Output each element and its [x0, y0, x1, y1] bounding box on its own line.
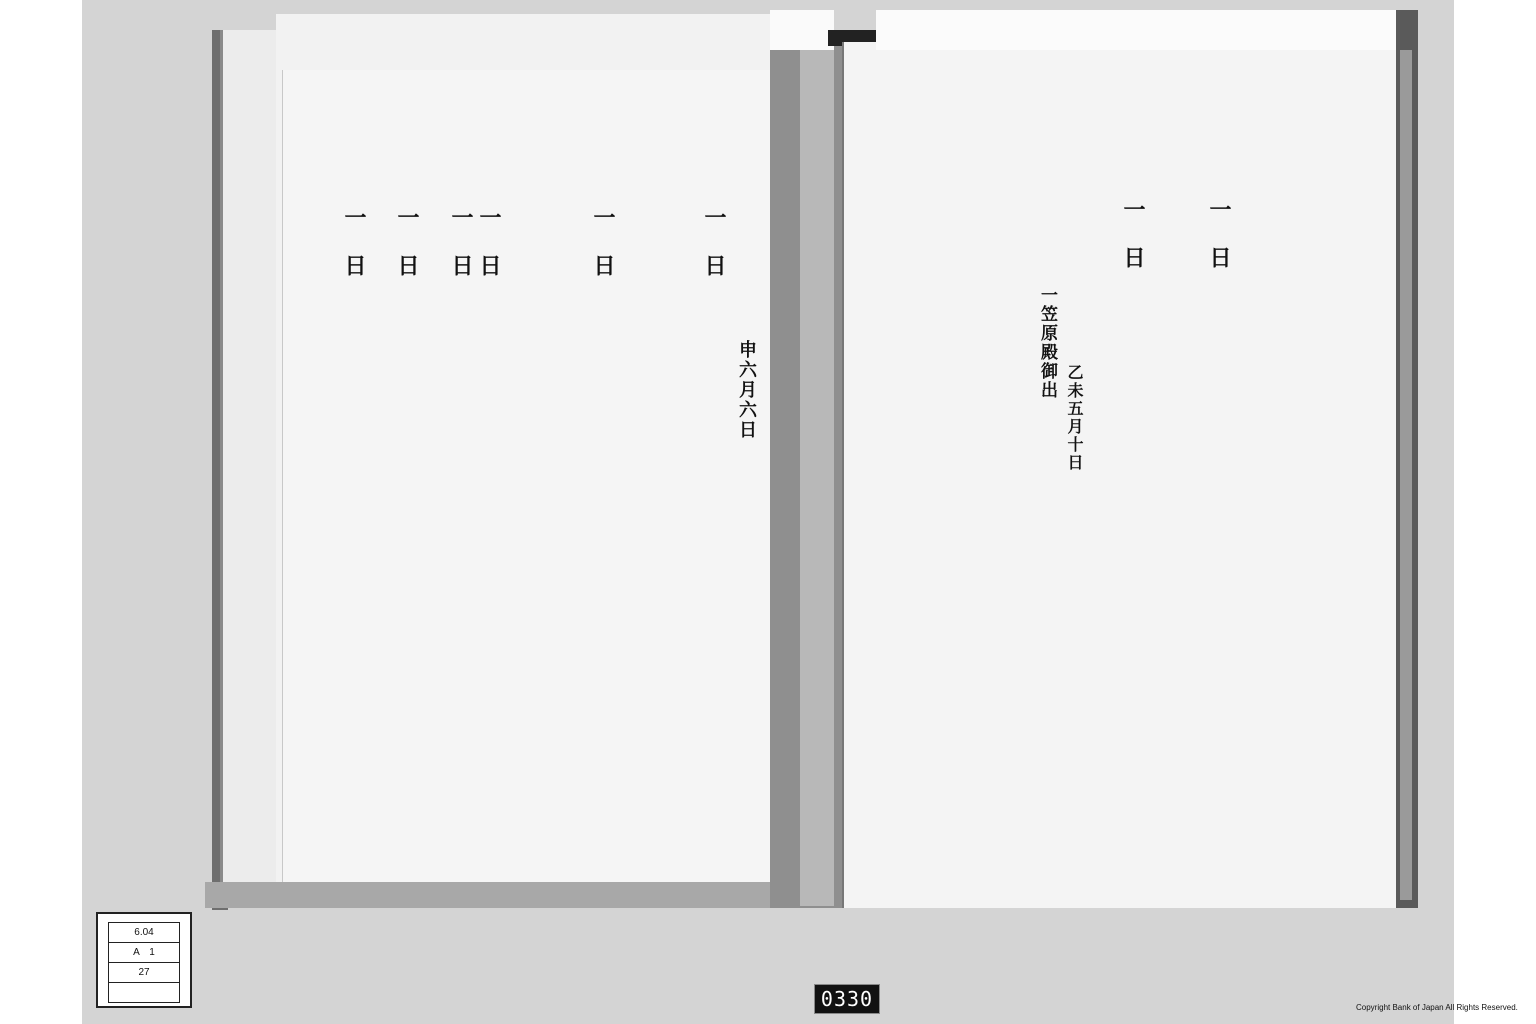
frame-number: 0330: [814, 984, 880, 1014]
left-page-sheet: [282, 70, 771, 900]
entry-heading: 一 日: [1120, 198, 1146, 270]
archive-label-table: [108, 922, 180, 1003]
entry-heading: 一 日: [701, 206, 727, 278]
gutter-shadow: [800, 46, 834, 906]
entry-heading: 一 日: [448, 206, 474, 278]
entry-heading: 一 日: [394, 206, 420, 278]
left-endpaper: [220, 30, 279, 905]
entry-heading: 一 日: [341, 206, 367, 278]
handwritten-column: 一笠原殿御出: [1037, 286, 1057, 400]
right-page-top-sheet: [876, 10, 1400, 50]
archive-label: [96, 912, 192, 1008]
handwritten-column: 乙未五月十日: [1065, 364, 1084, 472]
archive-label-row: 6.04: [109, 923, 179, 943]
entry-heading: 一 日: [590, 206, 616, 278]
archive-label-row: A 1: [109, 943, 179, 963]
date-heading: 申六月六日: [736, 340, 757, 440]
archive-label-row: [109, 983, 179, 1002]
page-stack-highlight: [1400, 50, 1412, 900]
entry-heading: 一 日: [476, 206, 502, 278]
copyright-notice: Copyright Bank of Japan All Rights Reserved.: [1356, 1003, 1518, 1012]
archive-label-row: 27: [109, 963, 179, 983]
left-page-bottom-edge: [205, 882, 835, 908]
page-tab: [770, 10, 834, 50]
entry-heading: 一 日: [1206, 198, 1232, 270]
right-page: [842, 42, 1402, 908]
